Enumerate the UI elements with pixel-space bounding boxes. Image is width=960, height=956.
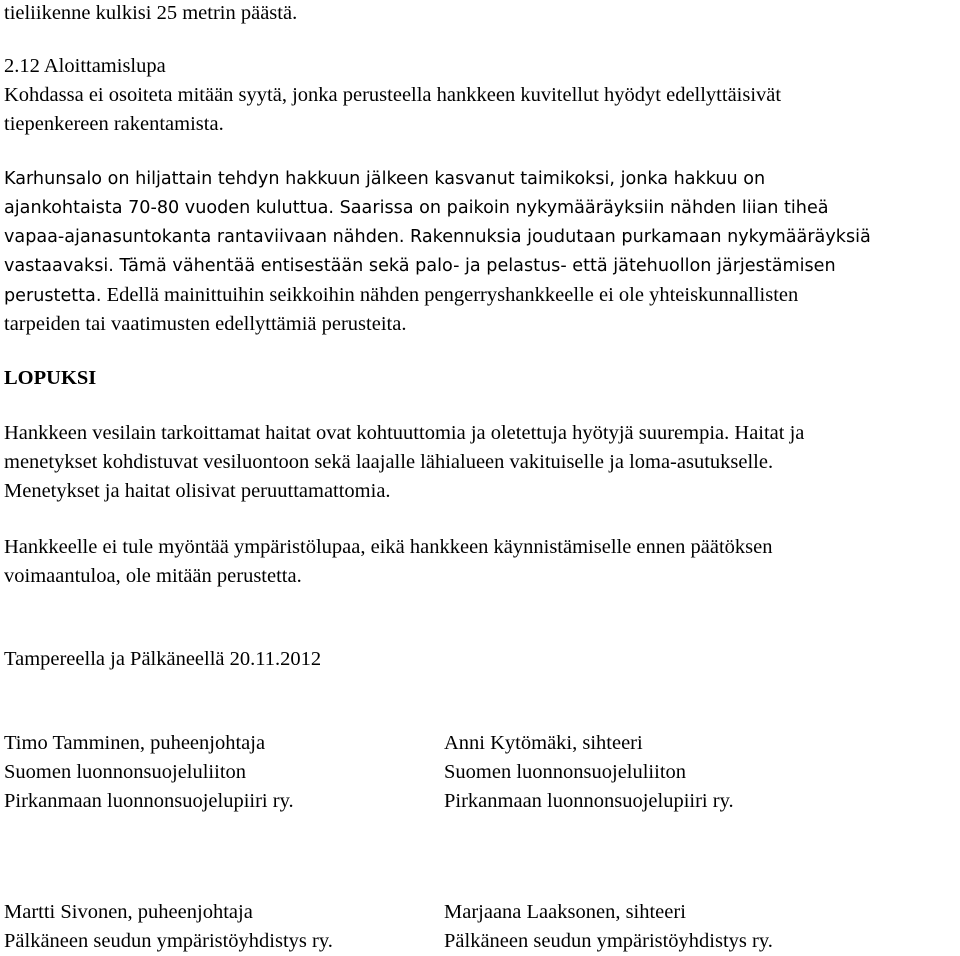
paragraph-line: Hankkeelle ei tule myöntää ympäristölupaa, eikä hankkeen käynnistämiselle ennen päätöksen: [4, 536, 773, 558]
signer-organization: Pirkanmaan luonnonsuojelupiiri ry.: [4, 789, 294, 812]
signature-block: [4, 729, 294, 815]
paragraph-line: Menetykset ja haitat olisivat peruuttamattomia.: [4, 480, 391, 502]
intro-line: tieliikenne kulkisi 25 metrin päästä.: [4, 2, 298, 24]
paragraph-line: tiepenkereen rakentamista.: [4, 113, 224, 135]
section-title: 2.12 Aloittamislupa: [4, 55, 166, 77]
paragraph-line: Karhunsalo on hiljattain tehdyn hakkuun jälkeen kasvanut taimikoksi, jonka hakkuu on: [4, 169, 766, 189]
signer-organization: Suomen luonnonsuojeluliiton: [4, 760, 247, 783]
paragraph-line: menetykset kohdistuvat vesiluontoon sekä laajalle lähialueen vakituiselle ja loma-asutukselle.: [4, 451, 774, 473]
paragraph-line: Kohdassa ei osoiteta mitään syytä, jonka perusteella hankkeen kuvitellut hyödyt edellyttäisivät: [4, 84, 782, 106]
signer-organization: Pirkanmaan luonnonsuojelupiiri ry.: [444, 789, 734, 812]
section-heading: LOPUKSI: [4, 367, 97, 389]
signer-name: Martti Sivonen, puheenjohtaja: [4, 901, 253, 923]
paragraph-line: [4, 281, 798, 311]
signature-block: [444, 729, 734, 815]
signer-organization: Suomen luonnonsuojeluliiton: [444, 760, 687, 783]
signer-name: Timo Tamminen, puheenjohtaja: [4, 732, 266, 754]
paragraph-line: vapaa-ajanasuntokanta rantaviivaan nähden. Rakennuksia joudutaan purkamaan nykymääräyksiä: [4, 227, 871, 247]
paragraph-line: ajankohtaista 70-80 vuoden kuluttua. Saarissa on paikoin nykymääräyksiin nähden liian tiheä: [4, 198, 829, 218]
paragraph-line: Hankkeen vesilain tarkoittamat haitat ovat kohtuuttomia ja oletettuja hyötyjä suurempia. Haitat ja: [4, 422, 805, 444]
signature-block: [4, 898, 333, 956]
signature-block: [444, 898, 773, 956]
paragraph-segment: perustetta.: [4, 286, 102, 306]
signer-organization: Pälkäneen seudun ympäristöyhdistys ry.: [444, 929, 773, 952]
signer-name: Anni Kytömäki, sihteeri: [444, 732, 643, 754]
paragraph-line: tarpeiden tai vaatimusten edellyttämiä perusteita.: [4, 313, 407, 335]
paragraph-line: vastaavaksi. Tämä vähentää entisestään sekä palo- ja pelastus- että jätehuollon järjestämisen: [4, 256, 836, 276]
paragraph-line: voimaantuloa, ole mitään perustetta.: [4, 565, 302, 587]
signer-organization: Pälkäneen seudun ympäristöyhdistys ry.: [4, 929, 333, 952]
place-date: Tampereella ja Pälkäneellä 20.11.2012: [4, 648, 322, 670]
signer-name: Marjaana Laaksonen, sihteeri: [444, 901, 686, 923]
paragraph-segment: Edellä mainittuihin seikkoihin nähden pengerryshankkeelle ei ole yhteiskunnallisten: [101, 284, 799, 306]
